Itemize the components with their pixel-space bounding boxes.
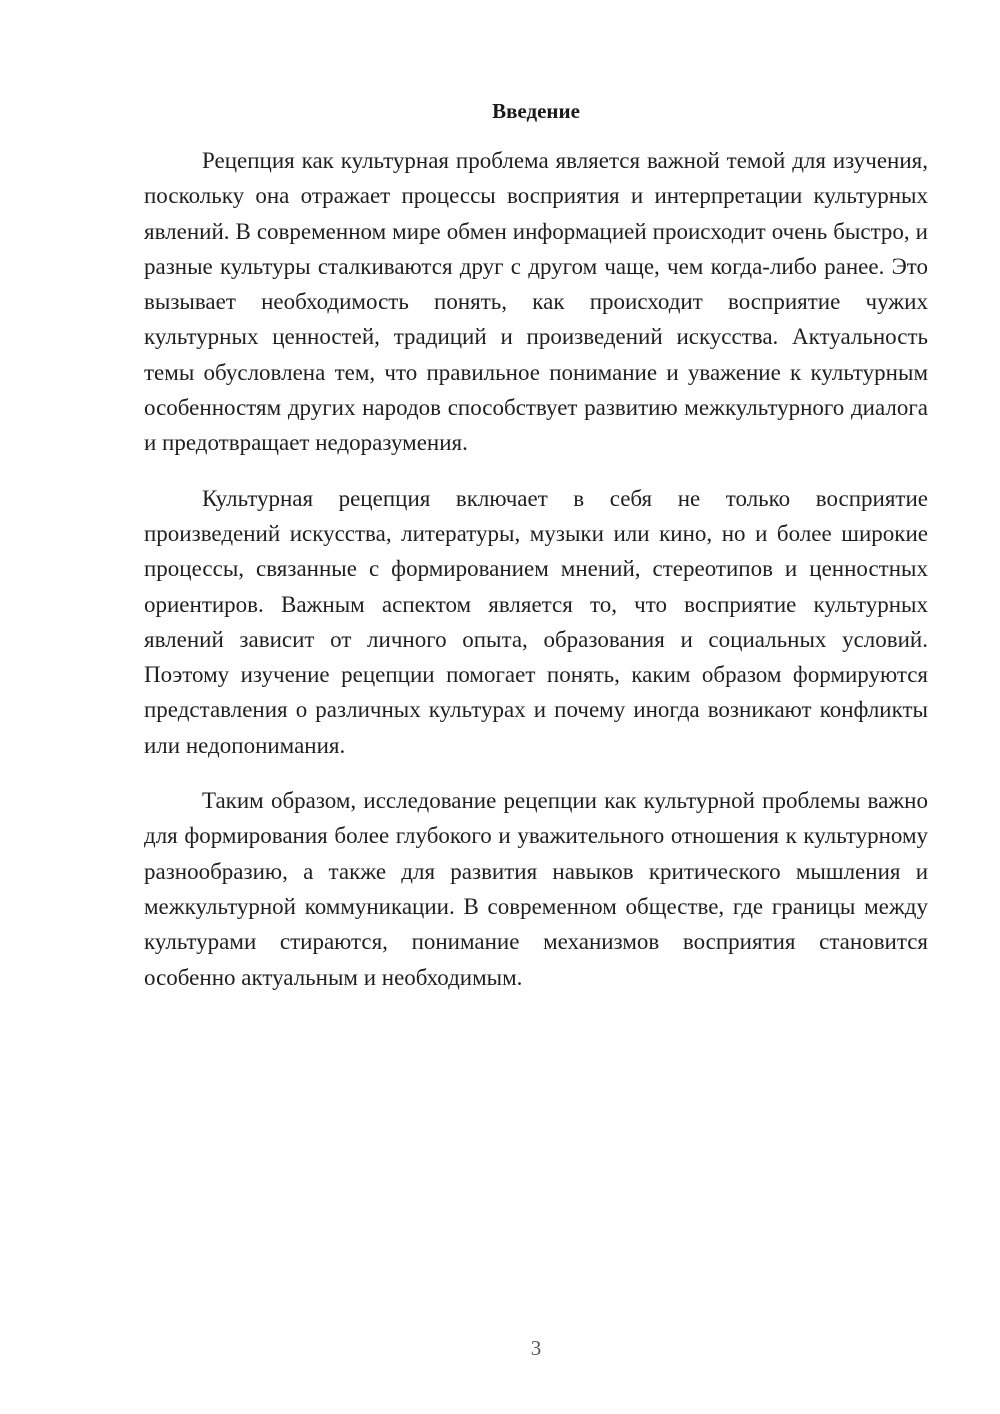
paragraph-3: Таким образом, исследование рецепции как культурной проблемы важно для формирования более глубокого и уважительного отношения к культурному разнообразию, а также для развития навыков критического мышления и межкультурной коммуникации. В современном обществе, где границы между культурами стираются, понимание механизмов восприятия становится особенно актуальным и необходимым. <box>144 788 928 990</box>
paragraph-2: Культурная рецепция включает в себя не только восприятие произведений искусства, литературы, музыки или кино, но и более широкие процессы, связанные с формированием мнений, стереотипов и ценностных ориентиров. Важным аспектом является то, что восприятие культурных явлений зависит от личного опыта, образования и социальных условий. Поэтому изучение рецепции помогает понять, каким образом формируются представления о различных культурах и почему иногда возникают конфликты или недопонимания. <box>144 485 928 758</box>
section-title: Введение <box>492 99 580 123</box>
body-text <box>144 143 928 1015</box>
paragraph-1: Рецепция как культурная проблема является важной темой для изучения, поскольку она отражает процессы восприятия и интерпретации культурных явлений. В современном мире обмен информацией происходит очень быстро, и разные культуры сталкиваются друг с другом чаще, чем когда-либо ранее. Это вызывает необходимость понять, как происходит восприятие чужих культурных ценностей, традиций и произведений искусства. Актуальность темы обусловлена тем, что правильное понимание и уважение к культурным особенностям других народов способствует развитию межкультурного диалога и предотвращает недоразумения. <box>144 148 928 456</box>
page-number: 3 <box>530 1336 542 1360</box>
